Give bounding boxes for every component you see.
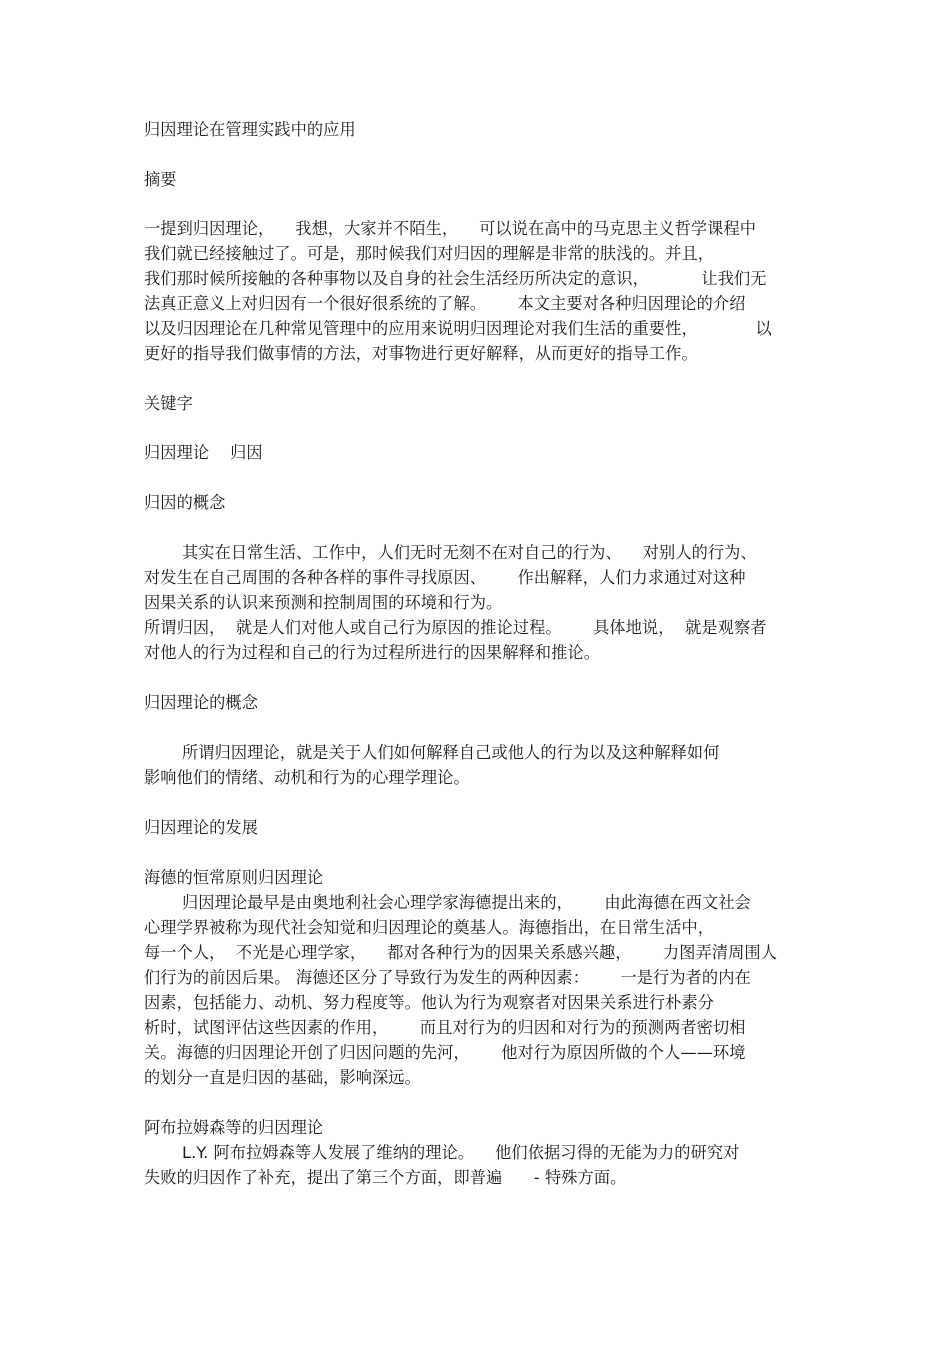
paragraph-line: 其实在日常生活、工作中，人们无时无刻不在对自己的行为、 对别人的行为、 [182, 543, 757, 562]
subsection-heading: 阿布拉姆森等的归因理论 [144, 1118, 324, 1137]
paragraph-line: 因素，包括能力、动机、努力程度等。他认为行为观察者对因果关系进行朴素分 [144, 993, 715, 1012]
section-heading: 归因理论的发展 [144, 818, 259, 837]
section-heading: 归因的概念 [144, 493, 226, 512]
document-title: 归因理论在管理实践中的应用 [144, 120, 356, 139]
paragraph-line: 的划分一直是归因的基础，影响深远。 [144, 1068, 421, 1087]
abstract-line: 以及归因理论在几种常见管理中的应用来说明归因理论对我们生活的重要性， 以 [144, 319, 772, 338]
paragraph-line: 关。海德的归因理论开创了归因问题的先河， 他对行为原因所做的个人——环境 [144, 1043, 746, 1062]
abstract-heading: 摘要 [144, 170, 177, 189]
keywords-heading: 关键字 [144, 394, 193, 413]
paragraph-line: 心理学界被称为现代社会知觉和归因理论的奠基人。海德指出，在日常生活中， [144, 918, 715, 937]
paragraph-line: L.Y. 阿布拉姆森等人发展了维纳的理论。 他们依据习得的无能为力的研究对 [182, 1143, 740, 1162]
abstract-line: 我们就已经接触过了。可是，那时候我们对归因的理解是非常的肤浅的。并且， [144, 244, 715, 263]
keywords-line: 归因理论 归因 [144, 443, 263, 462]
paragraph-line: 影响他们的情绪、动机和行为的心理学理论。 [144, 768, 470, 787]
abstract-line: 更好的指导我们做事情的方法，对事物进行更好解释，从而更好的指导工作。 [144, 344, 698, 363]
abstract-line: 我们那时候所接触的各种事物以及自身的社会生活经历所决定的意识， 让我们无 [144, 269, 767, 288]
abstract-line: 法真正意义上对归因有一个很好很系统的了解。 本文主要对各种归因理论的介绍 [144, 294, 746, 313]
paragraph-line: 因果关系的认识来预测和控制周围的环境和行为。 [144, 593, 503, 612]
section-heading: 归因理论的概念 [144, 693, 259, 712]
paragraph-line: 归因理论最早是由奥地利社会心理学家海德提出来的， 由此海德在西文社会 [182, 893, 751, 912]
paragraph-line: 对他人的行为过程和自己的行为过程所进行的因果解释和推论。 [144, 643, 601, 662]
paragraph-line: 对发生在自己周围的各种各样的事件寻找原因、 作出解释，人们力求通过对这种 [144, 568, 746, 587]
subsection-heading: 海德的恒常原则归因理论 [144, 868, 324, 887]
paragraph-line: 失败的归因作了补充，提出了第三个方面，即普遍 - 特殊方面。 [144, 1168, 627, 1187]
paragraph-line: 们行为的前因后果。 海德还区分了导致行为发生的两种因素： 一是行为者的内在 [144, 968, 751, 987]
paragraph-line: 所谓归因， 就是人们对他人或自己行为原因的推论过程。 具体地说， 就是观察者 [144, 618, 767, 637]
abstract-line: 一提到归因理论， 我想，大家并不陌生， 可以说在高中的马克思主义哲学课程中 [144, 219, 757, 238]
paragraph-line: 每一个人， 不光是心理学家， 都对各种行为的因果关系感兴趣， 力图弄清周围人 [144, 943, 778, 962]
paragraph-line: 析时，试图评估这些因素的作用， 而且对行为的归因和对行为的预测两者密切相 [144, 1018, 746, 1037]
paragraph-line: 所谓归因理论，就是关于人们如何解释自己或他人的行为以及这种解释如何 [182, 743, 720, 762]
